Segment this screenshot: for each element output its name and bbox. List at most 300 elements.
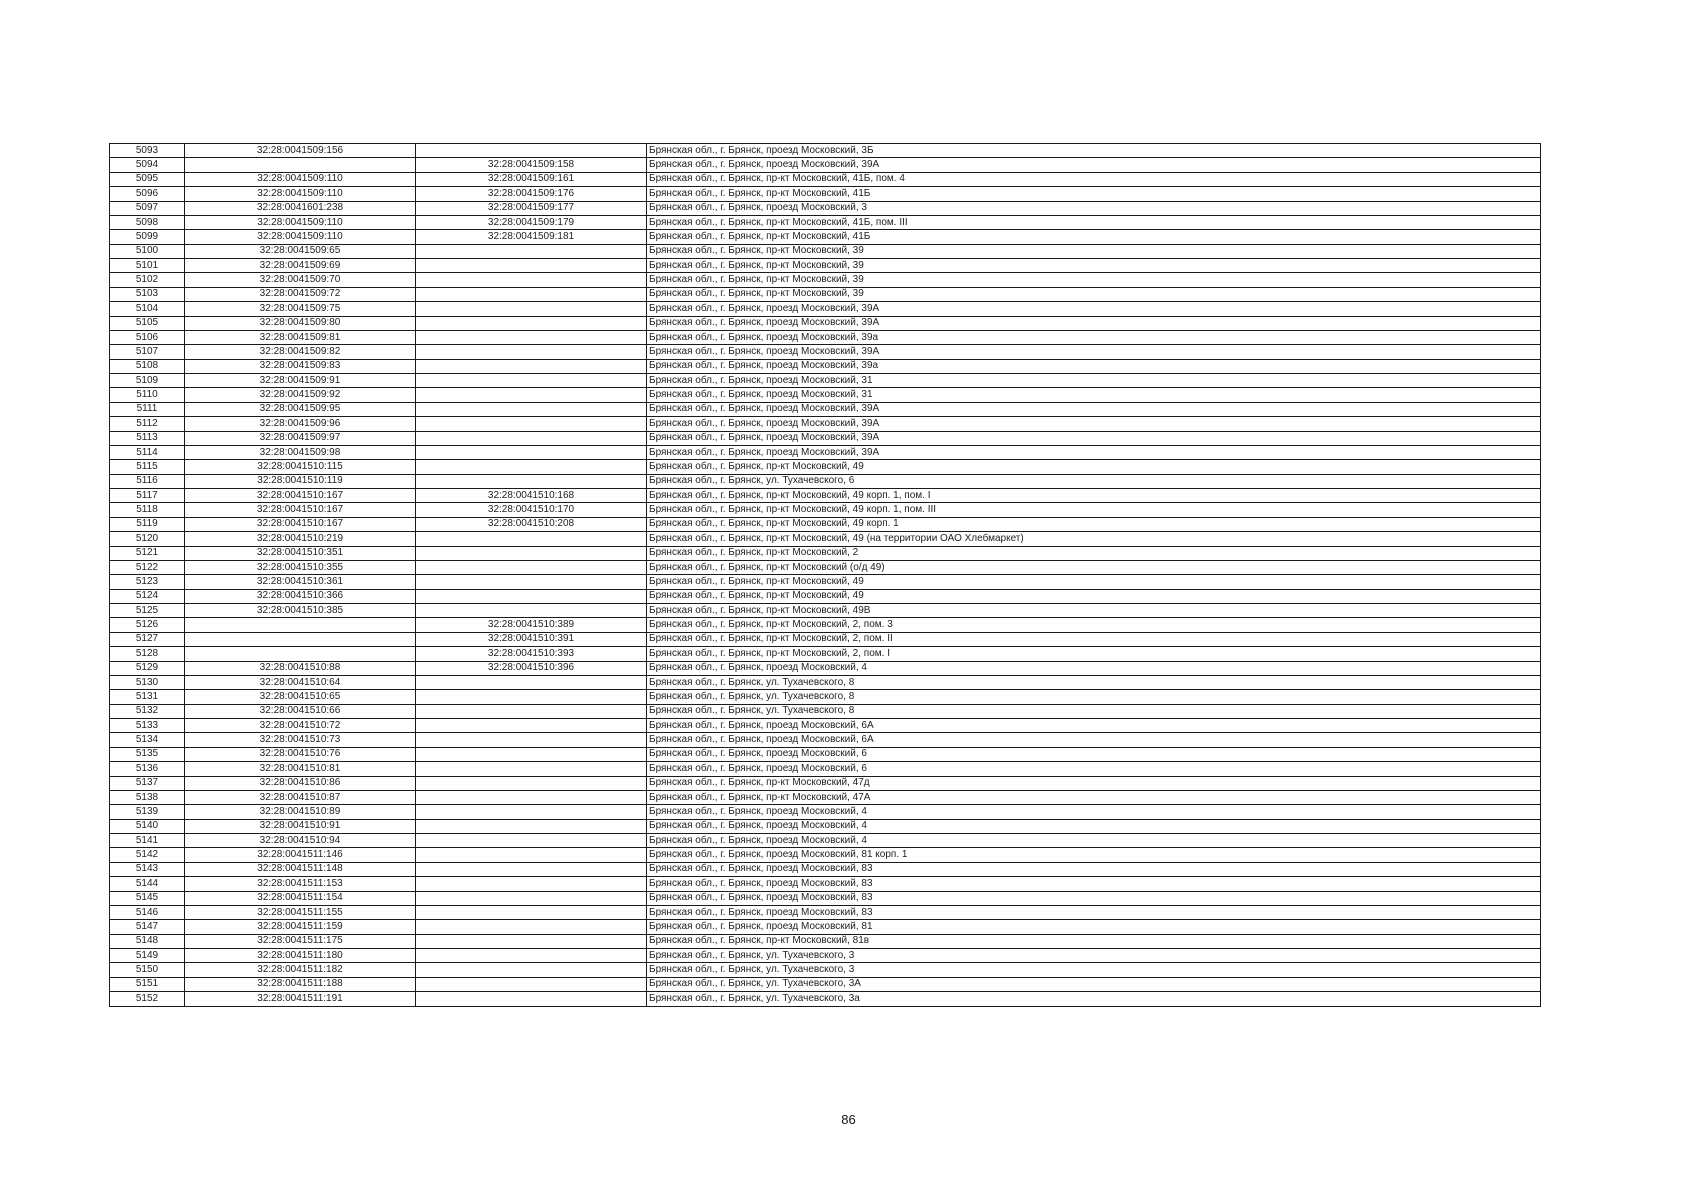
- parcel-number-cell: 32:28:0041509:98: [185, 445, 416, 459]
- object-number-cell: [416, 287, 647, 301]
- table-row: [110, 790, 1541, 804]
- address-cell: Брянская обл., г. Брянск, пр-кт Московский, 39: [647, 273, 1541, 287]
- row-number-cell: 5130: [110, 675, 185, 689]
- address-cell: Брянская обл., г. Брянск, ул. Тухачевского, 3: [647, 949, 1541, 963]
- row-number-cell: 5111: [110, 402, 185, 416]
- address-cell: Брянская обл., г. Брянск, проезд Московский, 6А: [647, 733, 1541, 747]
- address-cell: Брянская обл., г. Брянск, проезд Московский, 39А: [647, 402, 1541, 416]
- parcel-number-cell: [185, 647, 416, 661]
- address-cell: Брянская обл., г. Брянск, проезд Московский, 4: [647, 661, 1541, 675]
- row-number-cell: 5123: [110, 575, 185, 589]
- table-row: [110, 690, 1541, 704]
- row-number-cell: 5120: [110, 532, 185, 546]
- row-number-cell: 5140: [110, 819, 185, 833]
- address-cell: Брянская обл., г. Брянск, проезд Московский, 81: [647, 920, 1541, 934]
- address-cell: Брянская обл., г. Брянск, проезд Московский, 6: [647, 747, 1541, 761]
- address-cell: Брянская обл., г. Брянск, пр-кт Московский, 49 корп. 1, пом. I: [647, 489, 1541, 503]
- table-row: [110, 747, 1541, 761]
- table-row: [110, 517, 1541, 531]
- object-number-cell: [416, 747, 647, 761]
- object-number-cell: [416, 877, 647, 891]
- row-number-cell: 5152: [110, 992, 185, 1006]
- object-number-cell: 32:28:0041509:179: [416, 215, 647, 229]
- address-cell: Брянская обл., г. Брянск, пр-кт Московский, 41Б: [647, 230, 1541, 244]
- object-number-cell: 32:28:0041510:170: [416, 503, 647, 517]
- row-number-cell: 5116: [110, 474, 185, 488]
- table-row: [110, 949, 1541, 963]
- table-row: [110, 388, 1541, 402]
- table-row: [110, 445, 1541, 459]
- row-number-cell: 5143: [110, 862, 185, 876]
- page-number: 86: [841, 1112, 856, 1127]
- address-cell: Брянская обл., г. Брянск, ул. Тухачевского, 3: [647, 963, 1541, 977]
- object-number-cell: [416, 244, 647, 258]
- object-number-cell: [416, 704, 647, 718]
- parcel-number-cell: 32:28:0041511:191: [185, 992, 416, 1006]
- parcel-number-cell: 32:28:0041509:81: [185, 330, 416, 344]
- row-number-cell: 5129: [110, 661, 185, 675]
- object-number-cell: 32:28:0041509:161: [416, 172, 647, 186]
- row-number-cell: 5145: [110, 891, 185, 905]
- address-cell: Брянская обл., г. Брянск, пр-кт Московский, 41Б: [647, 187, 1541, 201]
- address-cell: Брянская обл., г. Брянск, проезд Московский, 83: [647, 862, 1541, 876]
- parcel-number-cell: [185, 618, 416, 632]
- parcel-number-cell: 32:28:0041510:167: [185, 489, 416, 503]
- table-row: [110, 330, 1541, 344]
- parcel-number-cell: 32:28:0041509:92: [185, 388, 416, 402]
- address-cell: Брянская обл., г. Брянск, проезд Московский, 83: [647, 877, 1541, 891]
- parcel-number-cell: 32:28:0041509:72: [185, 287, 416, 301]
- parcel-number-cell: 32:28:0041511:148: [185, 862, 416, 876]
- row-number-cell: 5148: [110, 934, 185, 948]
- address-cell: Брянская обл., г. Брянск, проезд Московский, 83: [647, 891, 1541, 905]
- row-number-cell: 5104: [110, 302, 185, 316]
- table-row: [110, 719, 1541, 733]
- row-number-cell: 5131: [110, 690, 185, 704]
- table-row: [110, 474, 1541, 488]
- object-number-cell: [416, 762, 647, 776]
- parcel-number-cell: 32:28:0041510:66: [185, 704, 416, 718]
- table-row: [110, 546, 1541, 560]
- object-number-cell: [416, 790, 647, 804]
- row-number-cell: 5122: [110, 560, 185, 574]
- object-number-cell: [416, 417, 647, 431]
- row-number-cell: 5151: [110, 977, 185, 991]
- address-cell: Брянская обл., г. Брянск, пр-кт Московский, 47д: [647, 776, 1541, 790]
- row-number-cell: 5117: [110, 489, 185, 503]
- object-number-cell: [416, 474, 647, 488]
- row-number-cell: 5149: [110, 949, 185, 963]
- row-number-cell: 5098: [110, 215, 185, 229]
- object-number-cell: [416, 345, 647, 359]
- address-cell: Брянская обл., г. Брянск, пр-кт Московский, 2, пом. I: [647, 647, 1541, 661]
- address-cell: Брянская обл., г. Брянск, проезд Московский, 39А: [647, 345, 1541, 359]
- object-number-cell: [416, 589, 647, 603]
- table-row: [110, 287, 1541, 301]
- object-number-cell: [416, 776, 647, 790]
- object-number-cell: [416, 259, 647, 273]
- row-number-cell: 5126: [110, 618, 185, 632]
- table-row: [110, 460, 1541, 474]
- table-row: [110, 489, 1541, 503]
- parcel-number-cell: 32:28:0041510:366: [185, 589, 416, 603]
- row-number-cell: 5115: [110, 460, 185, 474]
- parcel-number-cell: 32:28:0041510:88: [185, 661, 416, 675]
- row-number-cell: 5138: [110, 790, 185, 804]
- object-number-cell: [416, 834, 647, 848]
- table-row: [110, 374, 1541, 388]
- row-number-cell: 5136: [110, 762, 185, 776]
- object-number-cell: 32:28:0041510:393: [416, 647, 647, 661]
- object-number-cell: 32:28:0041509:177: [416, 201, 647, 215]
- table-row: [110, 733, 1541, 747]
- table-row: [110, 992, 1541, 1006]
- parcel-number-cell: 32:28:0041509:70: [185, 273, 416, 287]
- parcel-number-cell: 32:28:0041601:238: [185, 201, 416, 215]
- table-row: [110, 920, 1541, 934]
- parcel-number-cell: 32:28:0041510:73: [185, 733, 416, 747]
- table-row: [110, 402, 1541, 416]
- address-cell: Брянская обл., г. Брянск, пр-кт Московский, 49В: [647, 604, 1541, 618]
- object-number-cell: [416, 144, 647, 158]
- address-cell: Брянская обл., г. Брянск, пр-кт Московский, 49: [647, 460, 1541, 474]
- parcel-number-cell: 32:28:0041510:72: [185, 719, 416, 733]
- row-number-cell: 5096: [110, 187, 185, 201]
- row-number-cell: 5099: [110, 230, 185, 244]
- object-number-cell: [416, 848, 647, 862]
- parcel-number-cell: 32:28:0041510:87: [185, 790, 416, 804]
- object-number-cell: [416, 431, 647, 445]
- parcel-number-cell: 32:28:0041510:115: [185, 460, 416, 474]
- parcel-number-cell: 32:28:0041509:80: [185, 316, 416, 330]
- row-number-cell: 5150: [110, 963, 185, 977]
- row-number-cell: 5146: [110, 905, 185, 919]
- object-number-cell: [416, 719, 647, 733]
- parcel-number-cell: 32:28:0041510:81: [185, 762, 416, 776]
- object-number-cell: [416, 402, 647, 416]
- address-cell: Брянская обл., г. Брянск, пр-кт Московский, 41Б, пом. 4: [647, 172, 1541, 186]
- address-cell: Брянская обл., г. Брянск, проезд Московский, 81 корп. 1: [647, 848, 1541, 862]
- row-number-cell: 5105: [110, 316, 185, 330]
- table-row: [110, 359, 1541, 373]
- parcel-number-cell: 32:28:0041510:64: [185, 675, 416, 689]
- parcel-number-cell: 32:28:0041511:175: [185, 934, 416, 948]
- table-row: [110, 618, 1541, 632]
- parcel-number-cell: 32:28:0041510:361: [185, 575, 416, 589]
- row-number-cell: 5102: [110, 273, 185, 287]
- address-cell: Брянская обл., г. Брянск, ул. Тухачевского, 3А: [647, 977, 1541, 991]
- table-row: [110, 862, 1541, 876]
- row-number-cell: 5103: [110, 287, 185, 301]
- address-cell: Брянская обл., г. Брянск, проезд Московский, 4: [647, 805, 1541, 819]
- object-number-cell: [416, 604, 647, 618]
- row-number-cell: 5141: [110, 834, 185, 848]
- address-cell: Брянская обл., г. Брянск, проезд Московский, 39А: [647, 417, 1541, 431]
- table-row: [110, 259, 1541, 273]
- row-number-cell: 5100: [110, 244, 185, 258]
- object-number-cell: [416, 273, 647, 287]
- address-cell: Брянская обл., г. Брянск, пр-кт Московский, 2, пом. 3: [647, 618, 1541, 632]
- address-cell: Брянская обл., г. Брянск, пр-кт Московский, 39: [647, 244, 1541, 258]
- parcel-number-cell: 32:28:0041511:180: [185, 949, 416, 963]
- parcel-number-cell: 32:28:0041510:119: [185, 474, 416, 488]
- row-number-cell: 5128: [110, 647, 185, 661]
- table-row: [110, 273, 1541, 287]
- table-row: [110, 805, 1541, 819]
- object-number-cell: [416, 316, 647, 330]
- object-number-cell: [416, 905, 647, 919]
- object-number-cell: [416, 934, 647, 948]
- table-row: [110, 144, 1541, 158]
- address-cell: Брянская обл., г. Брянск, пр-кт Московский, 2: [647, 546, 1541, 560]
- row-number-cell: 5125: [110, 604, 185, 618]
- parcel-number-cell: 32:28:0041510:89: [185, 805, 416, 819]
- address-cell: Брянская обл., г. Брянск, ул. Тухачевского, 8: [647, 690, 1541, 704]
- address-cell: Брянская обл., г. Брянск, проезд Московский, 31: [647, 374, 1541, 388]
- row-number-cell: 5137: [110, 776, 185, 790]
- address-cell: Брянская обл., г. Брянск, пр-кт Московский, 2, пом. II: [647, 632, 1541, 646]
- address-cell: Брянская обл., г. Брянск, проезд Московский, 39А: [647, 316, 1541, 330]
- row-number-cell: 5134: [110, 733, 185, 747]
- table-row: [110, 532, 1541, 546]
- row-number-cell: 5095: [110, 172, 185, 186]
- row-number-cell: 5106: [110, 330, 185, 344]
- row-number-cell: 5119: [110, 517, 185, 531]
- address-cell: Брянская обл., г. Брянск, проезд Московский, 39а: [647, 359, 1541, 373]
- row-number-cell: 5094: [110, 158, 185, 172]
- table-row: [110, 848, 1541, 862]
- table-row: [110, 776, 1541, 790]
- parcel-number-cell: 32:28:0041510:385: [185, 604, 416, 618]
- table-row: [110, 431, 1541, 445]
- address-cell: Брянская обл., г. Брянск, проезд Московский, 39А: [647, 431, 1541, 445]
- parcel-number-cell: 32:28:0041510:167: [185, 517, 416, 531]
- row-number-cell: 5144: [110, 877, 185, 891]
- parcel-number-cell: 32:28:0041510:91: [185, 819, 416, 833]
- object-number-cell: [416, 819, 647, 833]
- parcel-number-cell: 32:28:0041511:153: [185, 877, 416, 891]
- row-number-cell: 5114: [110, 445, 185, 459]
- parcel-number-cell: 32:28:0041510:86: [185, 776, 416, 790]
- address-cell: Брянская обл., г. Брянск, пр-кт Московский, 49 корп. 1: [647, 517, 1541, 531]
- row-number-cell: 5108: [110, 359, 185, 373]
- table-row: [110, 704, 1541, 718]
- address-cell: Брянская обл., г. Брянск, проезд Московский, 6: [647, 762, 1541, 776]
- object-number-cell: [416, 733, 647, 747]
- table-row: [110, 834, 1541, 848]
- object-number-cell: [416, 977, 647, 991]
- row-number-cell: 5142: [110, 848, 185, 862]
- object-number-cell: [416, 330, 647, 344]
- object-number-cell: [416, 920, 647, 934]
- object-number-cell: 32:28:0041510:389: [416, 618, 647, 632]
- object-number-cell: [416, 805, 647, 819]
- row-number-cell: 5135: [110, 747, 185, 761]
- address-cell: Брянская обл., г. Брянск, проезд Московский, 31: [647, 388, 1541, 402]
- object-number-cell: [416, 862, 647, 876]
- object-number-cell: [416, 690, 647, 704]
- table-row: [110, 187, 1541, 201]
- object-number-cell: 32:28:0041510:391: [416, 632, 647, 646]
- table-row: [110, 647, 1541, 661]
- parcel-number-cell: 32:28:0041509:83: [185, 359, 416, 373]
- address-cell: Брянская обл., г. Брянск, пр-кт Московский, 81в: [647, 934, 1541, 948]
- row-number-cell: 5093: [110, 144, 185, 158]
- parcel-number-cell: 32:28:0041509:82: [185, 345, 416, 359]
- address-cell: Брянская обл., г. Брянск, пр-кт Московский, 39: [647, 287, 1541, 301]
- parcel-number-cell: 32:28:0041509:110: [185, 187, 416, 201]
- parcel-number-cell: 32:28:0041510:351: [185, 546, 416, 560]
- row-number-cell: 5109: [110, 374, 185, 388]
- parcel-number-cell: 32:28:0041510:219: [185, 532, 416, 546]
- address-cell: Брянская обл., г. Брянск, проезд Московский, 39а: [647, 330, 1541, 344]
- table-row: [110, 891, 1541, 905]
- object-number-cell: 32:28:0041509:158: [416, 158, 647, 172]
- row-number-cell: 5118: [110, 503, 185, 517]
- table-row: [110, 201, 1541, 215]
- address-cell: Брянская обл., г. Брянск, пр-кт Московский, 41Б, пом. III: [647, 215, 1541, 229]
- address-cell: Брянская обл., г. Брянск, проезд Московский, 3Б: [647, 144, 1541, 158]
- object-number-cell: [416, 891, 647, 905]
- address-cell: Брянская обл., г. Брянск, проезд Московский, 39А: [647, 445, 1541, 459]
- row-number-cell: 5113: [110, 431, 185, 445]
- row-number-cell: 5112: [110, 417, 185, 431]
- table-row: [110, 604, 1541, 618]
- object-number-cell: 32:28:0041509:181: [416, 230, 647, 244]
- address-cell: Брянская обл., г. Брянск, проезд Московский, 83: [647, 905, 1541, 919]
- object-number-cell: 32:28:0041509:176: [416, 187, 647, 201]
- row-number-cell: 5127: [110, 632, 185, 646]
- object-number-cell: [416, 992, 647, 1006]
- table-row: [110, 244, 1541, 258]
- parcel-number-cell: 32:28:0041509:95: [185, 402, 416, 416]
- address-cell: Брянская обл., г. Брянск, ул. Тухачевского, 8: [647, 675, 1541, 689]
- object-number-cell: 32:28:0041510:396: [416, 661, 647, 675]
- table-row: [110, 560, 1541, 574]
- table-row: [110, 934, 1541, 948]
- address-cell: Брянская обл., г. Брянск, проезд Московский, 39А: [647, 158, 1541, 172]
- object-number-cell: [416, 963, 647, 977]
- row-number-cell: 5133: [110, 719, 185, 733]
- object-number-cell: [416, 560, 647, 574]
- parcel-number-cell: 32:28:0041511:146: [185, 848, 416, 862]
- parcel-number-cell: 32:28:0041511:155: [185, 905, 416, 919]
- address-cell: Брянская обл., г. Брянск, пр-кт Московский, 39: [647, 259, 1541, 273]
- row-number-cell: 5110: [110, 388, 185, 402]
- table-row: [110, 503, 1541, 517]
- address-cell: Брянская обл., г. Брянск, проезд Московский, 4: [647, 819, 1541, 833]
- table-row: [110, 417, 1541, 431]
- object-number-cell: [416, 445, 647, 459]
- parcel-number-cell: 32:28:0041509:69: [185, 259, 416, 273]
- address-cell: Брянская обл., г. Брянск, пр-кт Московский, 49 (на территории ОАО Хлебмаркет): [647, 532, 1541, 546]
- row-number-cell: 5101: [110, 259, 185, 273]
- row-number-cell: 5107: [110, 345, 185, 359]
- parcel-number-cell: 32:28:0041509:96: [185, 417, 416, 431]
- row-number-cell: 5147: [110, 920, 185, 934]
- table-row: [110, 589, 1541, 603]
- address-cell: Брянская обл., г. Брянск, проезд Московский, 6А: [647, 719, 1541, 733]
- table-row: [110, 575, 1541, 589]
- address-cell: Брянская обл., г. Брянск, пр-кт Московский, 49: [647, 589, 1541, 603]
- object-number-cell: [416, 374, 647, 388]
- parcel-number-cell: 32:28:0041509:110: [185, 172, 416, 186]
- object-number-cell: [416, 675, 647, 689]
- address-cell: Брянская обл., г. Брянск, пр-кт Московский, 49: [647, 575, 1541, 589]
- parcel-number-cell: 32:28:0041511:182: [185, 963, 416, 977]
- parcel-number-cell: 32:28:0041511:159: [185, 920, 416, 934]
- table-row: [110, 661, 1541, 675]
- parcel-number-cell: [185, 632, 416, 646]
- row-number-cell: 5132: [110, 704, 185, 718]
- cadastral-table-body: [110, 144, 1541, 1007]
- address-cell: Брянская обл., г. Брянск, проезд Московский, 3: [647, 201, 1541, 215]
- parcel-number-cell: 32:28:0041509:65: [185, 244, 416, 258]
- object-number-cell: [416, 949, 647, 963]
- row-number-cell: 5124: [110, 589, 185, 603]
- address-cell: Брянская обл., г. Брянск, пр-кт Московский (о/д 49): [647, 560, 1541, 574]
- object-number-cell: 32:28:0041510:168: [416, 489, 647, 503]
- table-row: [110, 675, 1541, 689]
- table-row: [110, 905, 1541, 919]
- parcel-number-cell: 32:28:0041509:75: [185, 302, 416, 316]
- address-cell: Брянская обл., г. Брянск, проезд Московский, 39А: [647, 302, 1541, 316]
- table-row: [110, 172, 1541, 186]
- table-row: [110, 877, 1541, 891]
- address-cell: Брянская обл., г. Брянск, ул. Тухачевского, 6: [647, 474, 1541, 488]
- table-row: [110, 632, 1541, 646]
- table-row: [110, 963, 1541, 977]
- table-row: [110, 762, 1541, 776]
- table-row: [110, 215, 1541, 229]
- object-number-cell: 32:28:0041510:208: [416, 517, 647, 531]
- table-row: [110, 819, 1541, 833]
- object-number-cell: [416, 359, 647, 373]
- table-row: [110, 302, 1541, 316]
- parcel-number-cell: 32:28:0041509:97: [185, 431, 416, 445]
- parcel-number-cell: 32:28:0041511:188: [185, 977, 416, 991]
- parcel-number-cell: 32:28:0041509:110: [185, 215, 416, 229]
- row-number-cell: 5121: [110, 546, 185, 560]
- parcel-number-cell: 32:28:0041509:110: [185, 230, 416, 244]
- table-row: [110, 345, 1541, 359]
- table-row: [110, 316, 1541, 330]
- parcel-number-cell: 32:28:0041509:91: [185, 374, 416, 388]
- object-number-cell: [416, 575, 647, 589]
- object-number-cell: [416, 388, 647, 402]
- table-row: [110, 158, 1541, 172]
- parcel-number-cell: 32:28:0041510:355: [185, 560, 416, 574]
- parcel-number-cell: 32:28:0041510:167: [185, 503, 416, 517]
- row-number-cell: 5097: [110, 201, 185, 215]
- cadastral-table: [109, 143, 1541, 1007]
- table-row: [110, 230, 1541, 244]
- address-cell: Брянская обл., г. Брянск, пр-кт Московский, 49 корп. 1, пом. III: [647, 503, 1541, 517]
- object-number-cell: [416, 302, 647, 316]
- row-number-cell: 5139: [110, 805, 185, 819]
- parcel-number-cell: 32:28:0041509:156: [185, 144, 416, 158]
- object-number-cell: [416, 546, 647, 560]
- address-cell: Брянская обл., г. Брянск, ул. Тухачевского, 3а: [647, 992, 1541, 1006]
- parcel-number-cell: [185, 158, 416, 172]
- parcel-number-cell: 32:28:0041511:154: [185, 891, 416, 905]
- parcel-number-cell: 32:28:0041510:65: [185, 690, 416, 704]
- table-row: [110, 977, 1541, 991]
- address-cell: Брянская обл., г. Брянск, ул. Тухачевского, 8: [647, 704, 1541, 718]
- address-cell: Брянская обл., г. Брянск, проезд Московский, 4: [647, 834, 1541, 848]
- parcel-number-cell: 32:28:0041510:94: [185, 834, 416, 848]
- object-number-cell: [416, 532, 647, 546]
